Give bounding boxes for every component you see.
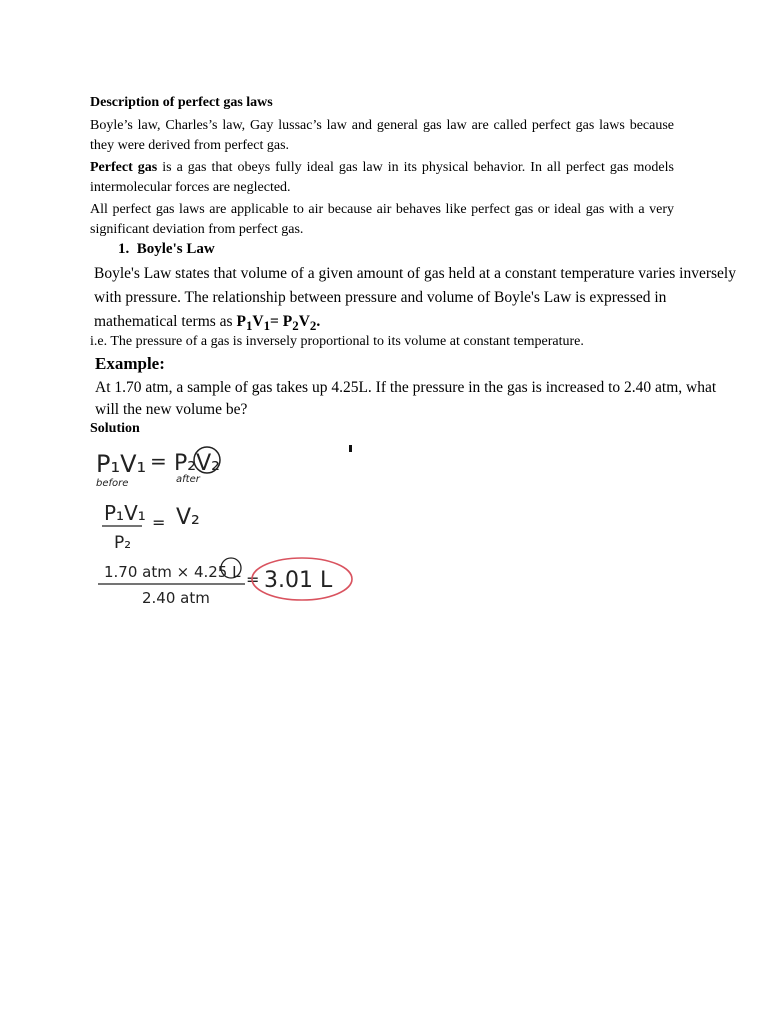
example-title: Example: [95, 354, 165, 373]
eq1-left: P₁V₁ [96, 450, 147, 478]
boyle-line-2: with pressure. The relationship between pressure and volume of Boyle's Law is expressed in [94, 289, 667, 306]
section-number: 1. [118, 241, 130, 257]
answer: 3.01 L [264, 568, 333, 593]
solution-label: Solution [90, 421, 140, 436]
paragraph-air-applicability: All perfect gas laws are applicable to air because air behaves like perfect gas or ideal gas with a very significant deviation from perfect gas. [90, 202, 674, 237]
definition-text: is a gas that obeys fully ideal gas law in its physical behavior. In all perfect gas models intermolecular forces are neglected. [90, 160, 674, 195]
boyle-line-3: mathematical terms as $P_1V_1= P_2V_2$. [94, 313, 321, 334]
eq2-equals: = [152, 513, 166, 532]
example-line-1: At 1.70 atm, a sample of gas takes up 4.25L. If the pressure in the gas is increased to 2.40 atm, what [95, 379, 717, 396]
section-title: Boyle's Law [136, 241, 215, 257]
paragraph-perfect-gas-definition [90, 158, 674, 198]
label-after: after [176, 474, 200, 485]
eq3-numerator: 1.70 atm × 4.25 L [104, 563, 241, 581]
term-perfect-gas: Perfect gas [90, 160, 158, 175]
eq2-right: V₂ [176, 505, 200, 530]
boyle-formula: $P_1V_1= P_2V_2$. [236, 313, 321, 334]
boyle-line-1: Boyle's Law states that volume of a given amount of gas held at a constant temperature varies inversely [94, 265, 736, 282]
example-problem [95, 377, 768, 421]
label-before: before [96, 478, 129, 489]
eq2-denominator: P₂ [114, 533, 132, 553]
eq3-equals: = [246, 570, 260, 589]
example-line-2: will the new volume be? [95, 401, 248, 418]
eq2-numerator: P₁V₁ [104, 501, 146, 525]
inverse-proportion-note: i.e. The pressure of a gas is inversely proportional to its volume at constant temperature. [90, 334, 584, 349]
eq1-right: P₂V₂ [174, 451, 220, 476]
document-heading: Description of perfect gas laws [90, 95, 273, 110]
eq1-equals: = [150, 449, 167, 473]
section-heading-boyles-law [118, 241, 215, 258]
boyles-law-statement [94, 262, 768, 338]
eq3-denominator: 2.40 atm [142, 589, 210, 607]
paragraph-perfect-gas-laws: Boyle’s law, Charles’s law, Gay lussac’s law and general gas law are called perfect gas laws because they were derived from perfect gas. [90, 118, 674, 153]
handwritten-solution [90, 440, 460, 610]
